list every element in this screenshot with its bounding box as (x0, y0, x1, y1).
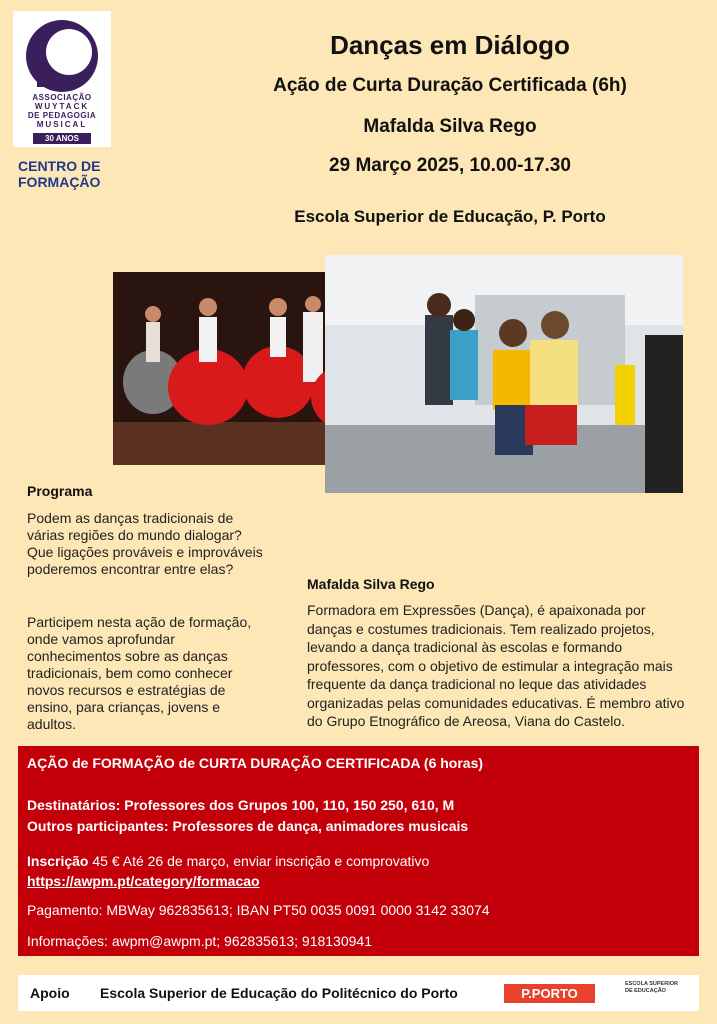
centro-formacao-label: CENTRO DE FORMAÇÃO (18, 158, 101, 190)
footer-support-bar (18, 975, 699, 1011)
logo-line-2: WUYTACK (34, 102, 90, 111)
programa-heading: Programa (27, 483, 93, 499)
event-venue: Escola Superior de Educação, P. Porto (294, 207, 606, 226)
supporting-school-name: Escola Superior de Educação do Politécnico do Porto (100, 985, 458, 1001)
outros-participantes-text: Outros participantes: Professores de dança, animadores musicais (27, 818, 469, 834)
page-title: Danças em Diálogo (330, 30, 570, 60)
bio-text: Formadora em Expressões (Dança), é apaixonada por danças e costumes tradicionais. Tem realizado projetos, levando a dança tradicional às escolas e formando professores, com o objetivo de estimular a integração mais frequente da dança tradicional no leque das atividades organizadas pelas comunidades educativas. É membro ativo do Grupo Etnográfico de Areosa, Viana do Castelo. (307, 602, 685, 729)
programa-paragraph-1: Podem as danças tradicionais de várias regiões do mundo dialogar? Que ligações prováveis e improváveis poderemos encontrar entre elas? (27, 510, 263, 577)
page-subtitle: Ação de Curta Duração Certificada (6h) (273, 75, 627, 96)
children-dancing-photo (325, 255, 683, 493)
inscricao-label: Inscrição (27, 853, 89, 869)
logo-line-3: DE PEDAGOGIA (27, 111, 97, 120)
course-info-panel (18, 746, 699, 956)
inscricao-text: 45 € Até 26 de março, enviar inscrição e comprovativo (92, 853, 430, 869)
course-info-heading: AÇÃO de FORMAÇÃO de CURTA DURAÇÃO CERTIFICADA (6 horas) (27, 755, 484, 771)
pporto-logo: P.PORTO (504, 984, 595, 1003)
awpm-logo (13, 11, 111, 147)
logo-line-4: MUSICAL (36, 120, 88, 129)
pagamento-text: Pagamento: MBWay 962835613; IBAN PT50 0035 0091 0000 3142 33074 (27, 902, 490, 918)
programa-paragraph-2: Participem nesta ação de formação, onde vamos aprofundar conhecimentos sobre as danças tradicionais, bem como conhecer novos recursos e estratégias de ensino, para crianças, jovens e adultos. (27, 614, 252, 732)
logo-text (13, 93, 111, 129)
logo-badge: 30 ANOS (33, 133, 91, 144)
bio-heading: Mafalda Silva Rego (307, 576, 435, 592)
apoio-label: Apoio (30, 985, 70, 1001)
informacoes-text: Informações: awpm@awpm.pt; 962835613; 918130941 (27, 933, 372, 949)
trainer-name: Mafalda Silva Rego (363, 116, 537, 137)
ese-logo: ESCOLA SUPERIOR DE EDUCAÇÃO (625, 981, 678, 994)
formacao-link[interactable]: https://awpm.pt/category/formacao (27, 873, 260, 889)
event-date: 29 Março 2025, 10.00-17.30 (329, 155, 571, 176)
inscricao-line (27, 853, 429, 869)
destinatarios-text: Destinatários: Professores dos Grupos 100, 110, 150 250, 610, M (27, 797, 455, 813)
logo-line-1: ASSOCIAÇÃO (32, 93, 92, 102)
